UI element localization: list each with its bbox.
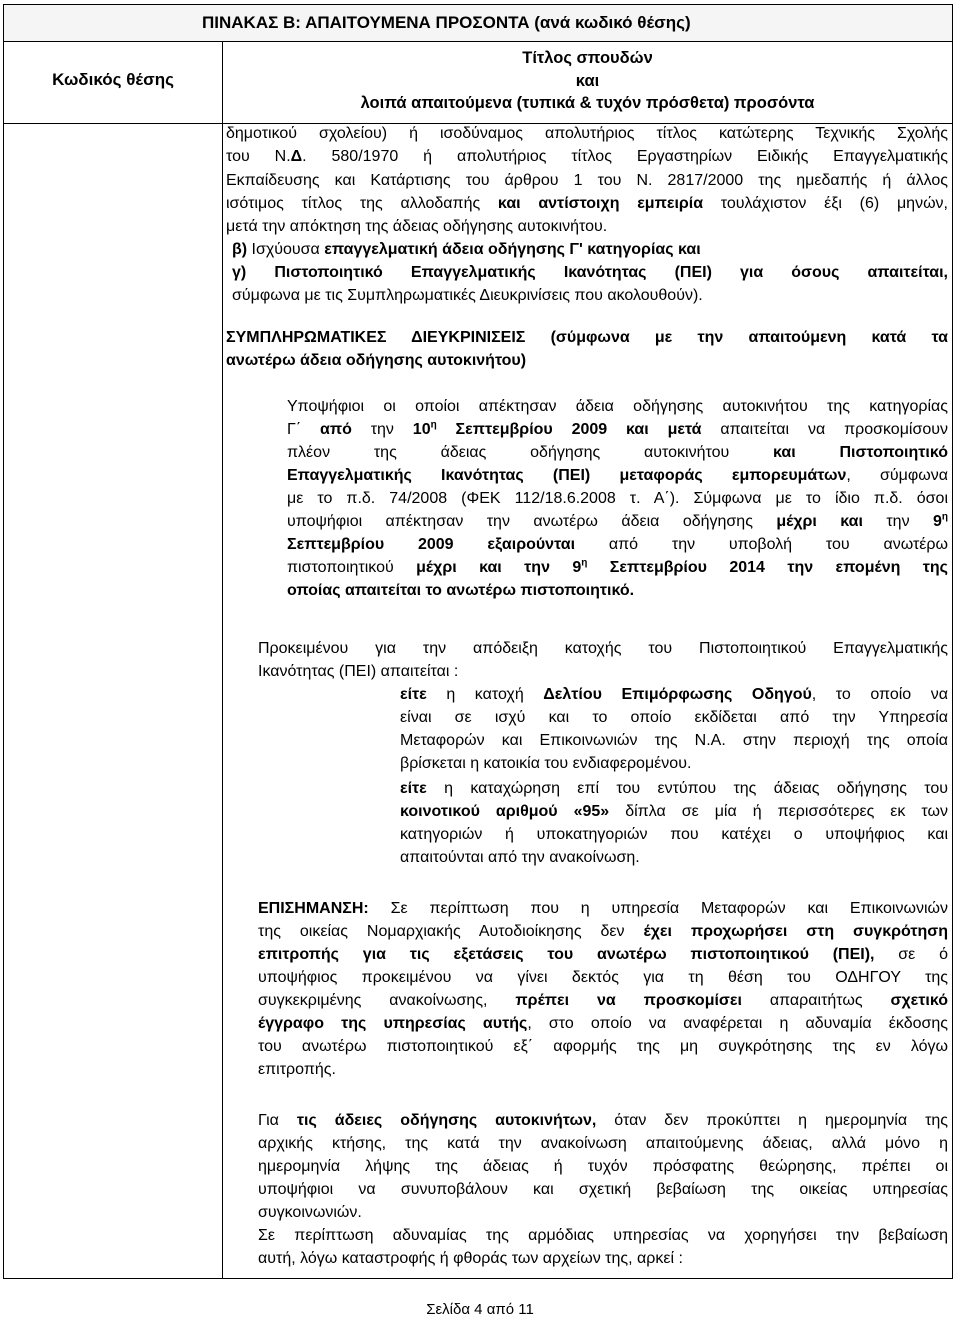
- header-title-line-2: και: [575, 71, 600, 90]
- para3-line-6: [258, 1013, 948, 1034]
- para3-text: έχει προχωρήσει στη συγκρότηση: [643, 923, 948, 940]
- para1-text: 10: [412, 421, 431, 438]
- intro-line-6: [232, 239, 701, 260]
- para2-line-3: [400, 684, 948, 705]
- para2-text: είτε: [400, 686, 427, 703]
- para4-line-1: [258, 1110, 948, 1131]
- intro-line-1: δημοτικού σχολείου) ή ισοδύναμος απολυτήριος τίτλος κατώτερης Τεχνικής Σχολής: [226, 125, 948, 142]
- para3-text: σε ό: [874, 946, 949, 963]
- supplementary-heading-line-1: ΣΥΜΠΛΗΡΩΜΑΤΙΚΕΣ ΔΙΕΥΚΡΙΝΙΣΕΙΣ (σύμφωνα με την απαιτούμενη κατά τα: [226, 329, 948, 346]
- para1-line-4: [287, 465, 948, 486]
- intro-line-2: [226, 146, 948, 167]
- intro-text: . 580/1970 ή απολυτήριος τίτλος Εργαστηρίων Ειδικής Επαγγελματικής: [302, 148, 949, 165]
- para3-line-7: του ανωτέρω πιστοποιητικού εξ΄ αφορμής της μη συγκρότησης της εν λόγω: [258, 1038, 948, 1055]
- para2-line-1: Προκειμένου για την απόδειξη κατοχής του Πιστοποιητικού Επαγγελματικής: [258, 640, 948, 657]
- para3-line-3: [258, 944, 948, 965]
- intro-text: επαγγελματική άδεια οδήγησης Γ' κατηγορίας και: [324, 241, 701, 258]
- intro-text: του Ν.: [226, 148, 291, 165]
- header-title-column: [223, 47, 952, 115]
- intro-line-8: σύμφωνα με τις Συμπληρωματικές Διευκρινίσεις που ακολουθούν).: [232, 287, 703, 304]
- para3-text: απαραιτήτως: [741, 992, 891, 1009]
- para1-text: από την υποβολή του ανωτέρω: [575, 536, 949, 553]
- para1-text: Επαγγελματικής Ικανότητας (ΠΕΙ) μεταφοράς εμπορευμάτων: [287, 467, 847, 484]
- para5-line-2: αυτή, λόγω καταστροφής ή φθοράς των αρχείων της, αρκεί :: [258, 1250, 683, 1267]
- para1-line-2: [287, 419, 948, 440]
- para2-line-10: απαιτούνται από την ανακοίνωση.: [400, 849, 640, 866]
- para3-line-4: υποψήφιος προκειμένου να γίνει δεκτός για τη θέση του ΟΔΗΓΟΥ της: [258, 969, 948, 986]
- para2-text: κοινοτικού αριθμού «95»: [400, 803, 610, 820]
- para3-line-8: επιτροπής.: [258, 1061, 336, 1078]
- para3-text: συγκεκριμένης ανακοίνωσης,: [258, 992, 516, 1009]
- para4-line-2: αρχικής κτήσης, της κατά την ανακοίνωση απαιτούμενης άδειας, αλλά μόνο η: [258, 1135, 948, 1152]
- para1-text: απαιτείται να προσκομίσουν: [701, 421, 948, 438]
- column-divider: [222, 42, 223, 1278]
- para4-text: Για: [258, 1112, 297, 1129]
- para4-line-3: ημερομηνία λήψης της άδειας ή τυχόν πρόσφατης θεώρησης, πρέπει οι: [258, 1158, 948, 1175]
- intro-text: Δ: [290, 148, 303, 165]
- para1-text: με το π.δ. 74/2008 (ΦΕΚ 112/18.6.2008 τ. Α΄).: [287, 490, 694, 507]
- para2-text: δίπλα σε μία ή περισσότερες εκ των: [609, 803, 949, 820]
- para2-text: η καταχώρηση επί του εντύπου της άδειας οδήγησης του: [426, 780, 948, 797]
- para3-line-1: [258, 898, 948, 919]
- para1-text: Σύμφωνα με το ίδιο π.δ. όσοι: [693, 490, 948, 507]
- para1-line-5: [287, 488, 948, 509]
- para1-text: μέχρι και: [776, 513, 863, 530]
- para2-text: είτε: [400, 780, 427, 797]
- para3-text: της οικείας Νομαρχιακής Αυτοδιοίκησης δεν: [258, 923, 644, 940]
- para4-line-4: υποψήφιοι να συνυποβάλουν και σχετική βεβαίωση της οικείας υπηρεσίας: [258, 1181, 948, 1198]
- para2-line-8: [400, 801, 948, 822]
- para2-text: , το οποίο να: [811, 686, 948, 703]
- para1-text: πλέον της άδειας οδήγησης αυτοκινήτου: [287, 444, 774, 461]
- page-number: Σελίδα 4 από 11: [426, 1301, 534, 1318]
- intro-text: Ισχύουσα: [247, 241, 325, 258]
- para3-text: Σε περίπτωση που η υπηρεσία Μεταφορών και Επικοινωνιών: [368, 900, 948, 917]
- table-title: ΠΙΝΑΚΑΣ Β: ΑΠΑΙΤΟΥΜΕΝΑ ΠΡΟΣΟΝΤΑ (ανά κωδικό θέσης): [202, 13, 691, 32]
- para1-line-7: [287, 534, 948, 555]
- para1-text: η: [430, 419, 437, 431]
- intro-text: τουλάχιστον έξι (6) μηνών,: [703, 195, 948, 212]
- table-title-row: [4, 5, 952, 42]
- para3-text: επιτροπής για τις εξετάσεις του ανωτέρω πιστοποιητικού (ΠΕΙ),: [258, 946, 875, 963]
- intro-text: β): [232, 241, 248, 258]
- intro-line-3: Εκπαίδευσης και Κατάρτισης του άρθρου 1 του Ν. 2817/2000 της ημεδαπής ή άλλος: [226, 172, 948, 189]
- para1-text: μέχρι και την 9: [416, 559, 582, 576]
- para2-line-2: Ικανότητας (ΠΕΙ) απαιτείται :: [258, 663, 459, 680]
- para1-text: η: [581, 557, 588, 569]
- para1-text: πιστοποιητικού: [287, 559, 417, 576]
- para1-text: Γ΄: [287, 421, 320, 438]
- header-title-line-3: λοιπά απαιτούμενα (τυπικά & τυχόν πρόσθετα) προσόντα: [360, 94, 815, 112]
- para1-line-9: οποίας απαιτείται το ανωτέρω πιστοποιητικό.: [287, 582, 635, 599]
- header-title-line-1: Τίτλος σπουδών: [522, 49, 653, 67]
- para1-text: η: [941, 511, 948, 523]
- intro-line-5: μετά την απόκτηση της άδειας οδήγησης αυτοκινήτου.: [226, 218, 608, 235]
- para5-line-1: Σε περίπτωση αδυναμίας της αρμόδιας υπηρεσίας να χορηγήσει την βεβαίωση: [258, 1227, 948, 1244]
- para1-text: την: [351, 421, 413, 438]
- para1-text: και Πιστοποιητικό: [773, 444, 948, 461]
- intro-line-4: [226, 193, 948, 214]
- para4-line-5: συγκοινωνιών.: [258, 1204, 362, 1221]
- para2-line-7: [400, 778, 948, 799]
- para1-text: την: [862, 513, 933, 530]
- para1-line-8: [287, 557, 948, 578]
- intro-text: ισότιμος τίτλος της αλλοδαπής: [226, 195, 498, 212]
- para4-text: όταν δεν προκύπτει η ημερομηνία της: [596, 1112, 948, 1129]
- para2-line-4: είναι σε ισχύ και το οποίο εκδίδεται από την Υπηρεσία: [400, 709, 948, 726]
- header-code-column: Κωδικός θέσης: [52, 70, 174, 89]
- para1-text: Σεπτεμβρίου 2014 την επομένη της: [587, 559, 949, 576]
- para3-text: έγγραφο της υπηρεσίας αυτής: [258, 1015, 528, 1032]
- para3-text: , στο οποίο να αναφέρεται η αδυναμία έκδοσης: [527, 1015, 949, 1032]
- intro-text: και αντίστοιχη εμπειρία: [497, 195, 704, 212]
- para3-text: σχετικό: [890, 992, 949, 1009]
- para3-text: πρέπει να προσκομίσει: [515, 992, 742, 1009]
- para1-text: Σεπτεμβρίου 2009 και μετά: [436, 421, 702, 438]
- para3-text: ΕΠΙΣΗΜΑΝΣΗ:: [258, 900, 369, 917]
- intro-line-7: γ) Πιστοποιητικό Επαγγελματικής Ικανότητας (ΠΕΙ) για όσους απαιτείται,: [232, 264, 948, 281]
- para1-text: 9: [932, 513, 942, 530]
- para2-line-5: Μεταφορών και Επικοινωνιών της Ν.Α. στην περιοχή της οποία: [400, 732, 948, 749]
- para2-line-9: κατηγοριών ή υποκατηγοριών που κατέχει ο υποψήφιος και: [400, 826, 948, 843]
- para4-text: τις άδειες οδήγησης αυτοκινήτων,: [296, 1112, 597, 1129]
- para1-line-6: [287, 511, 948, 532]
- supplementary-heading-line-2: ανωτέρω άδεια οδήγησης αυτοκινήτου): [226, 352, 527, 369]
- para1-text: Σεπτεμβρίου 2009 εξαιρούνται: [287, 536, 576, 553]
- para2-line-6: βρίσκεται η κατοικία του ενδιαφερομένου.: [400, 755, 692, 772]
- para1-text: από: [320, 421, 352, 438]
- para2-text: Δελτίου Επιμόρφωσης Οδηγού: [543, 686, 812, 703]
- para3-line-5: [258, 990, 948, 1011]
- para1-line-3: [287, 442, 948, 463]
- para3-line-2: [258, 921, 948, 942]
- para1-text: , σύμφωνα: [846, 467, 948, 484]
- para2-text: η κατοχή: [426, 686, 544, 703]
- para1-line-1: Υποψήφιοι οι οποίοι απέκτησαν άδεια οδήγησης αυτοκινήτου της κατηγορίας: [287, 398, 948, 415]
- para1-text: υποψήφιοι απέκτησαν την ανωτέρω άδεια οδήγησης: [287, 513, 777, 530]
